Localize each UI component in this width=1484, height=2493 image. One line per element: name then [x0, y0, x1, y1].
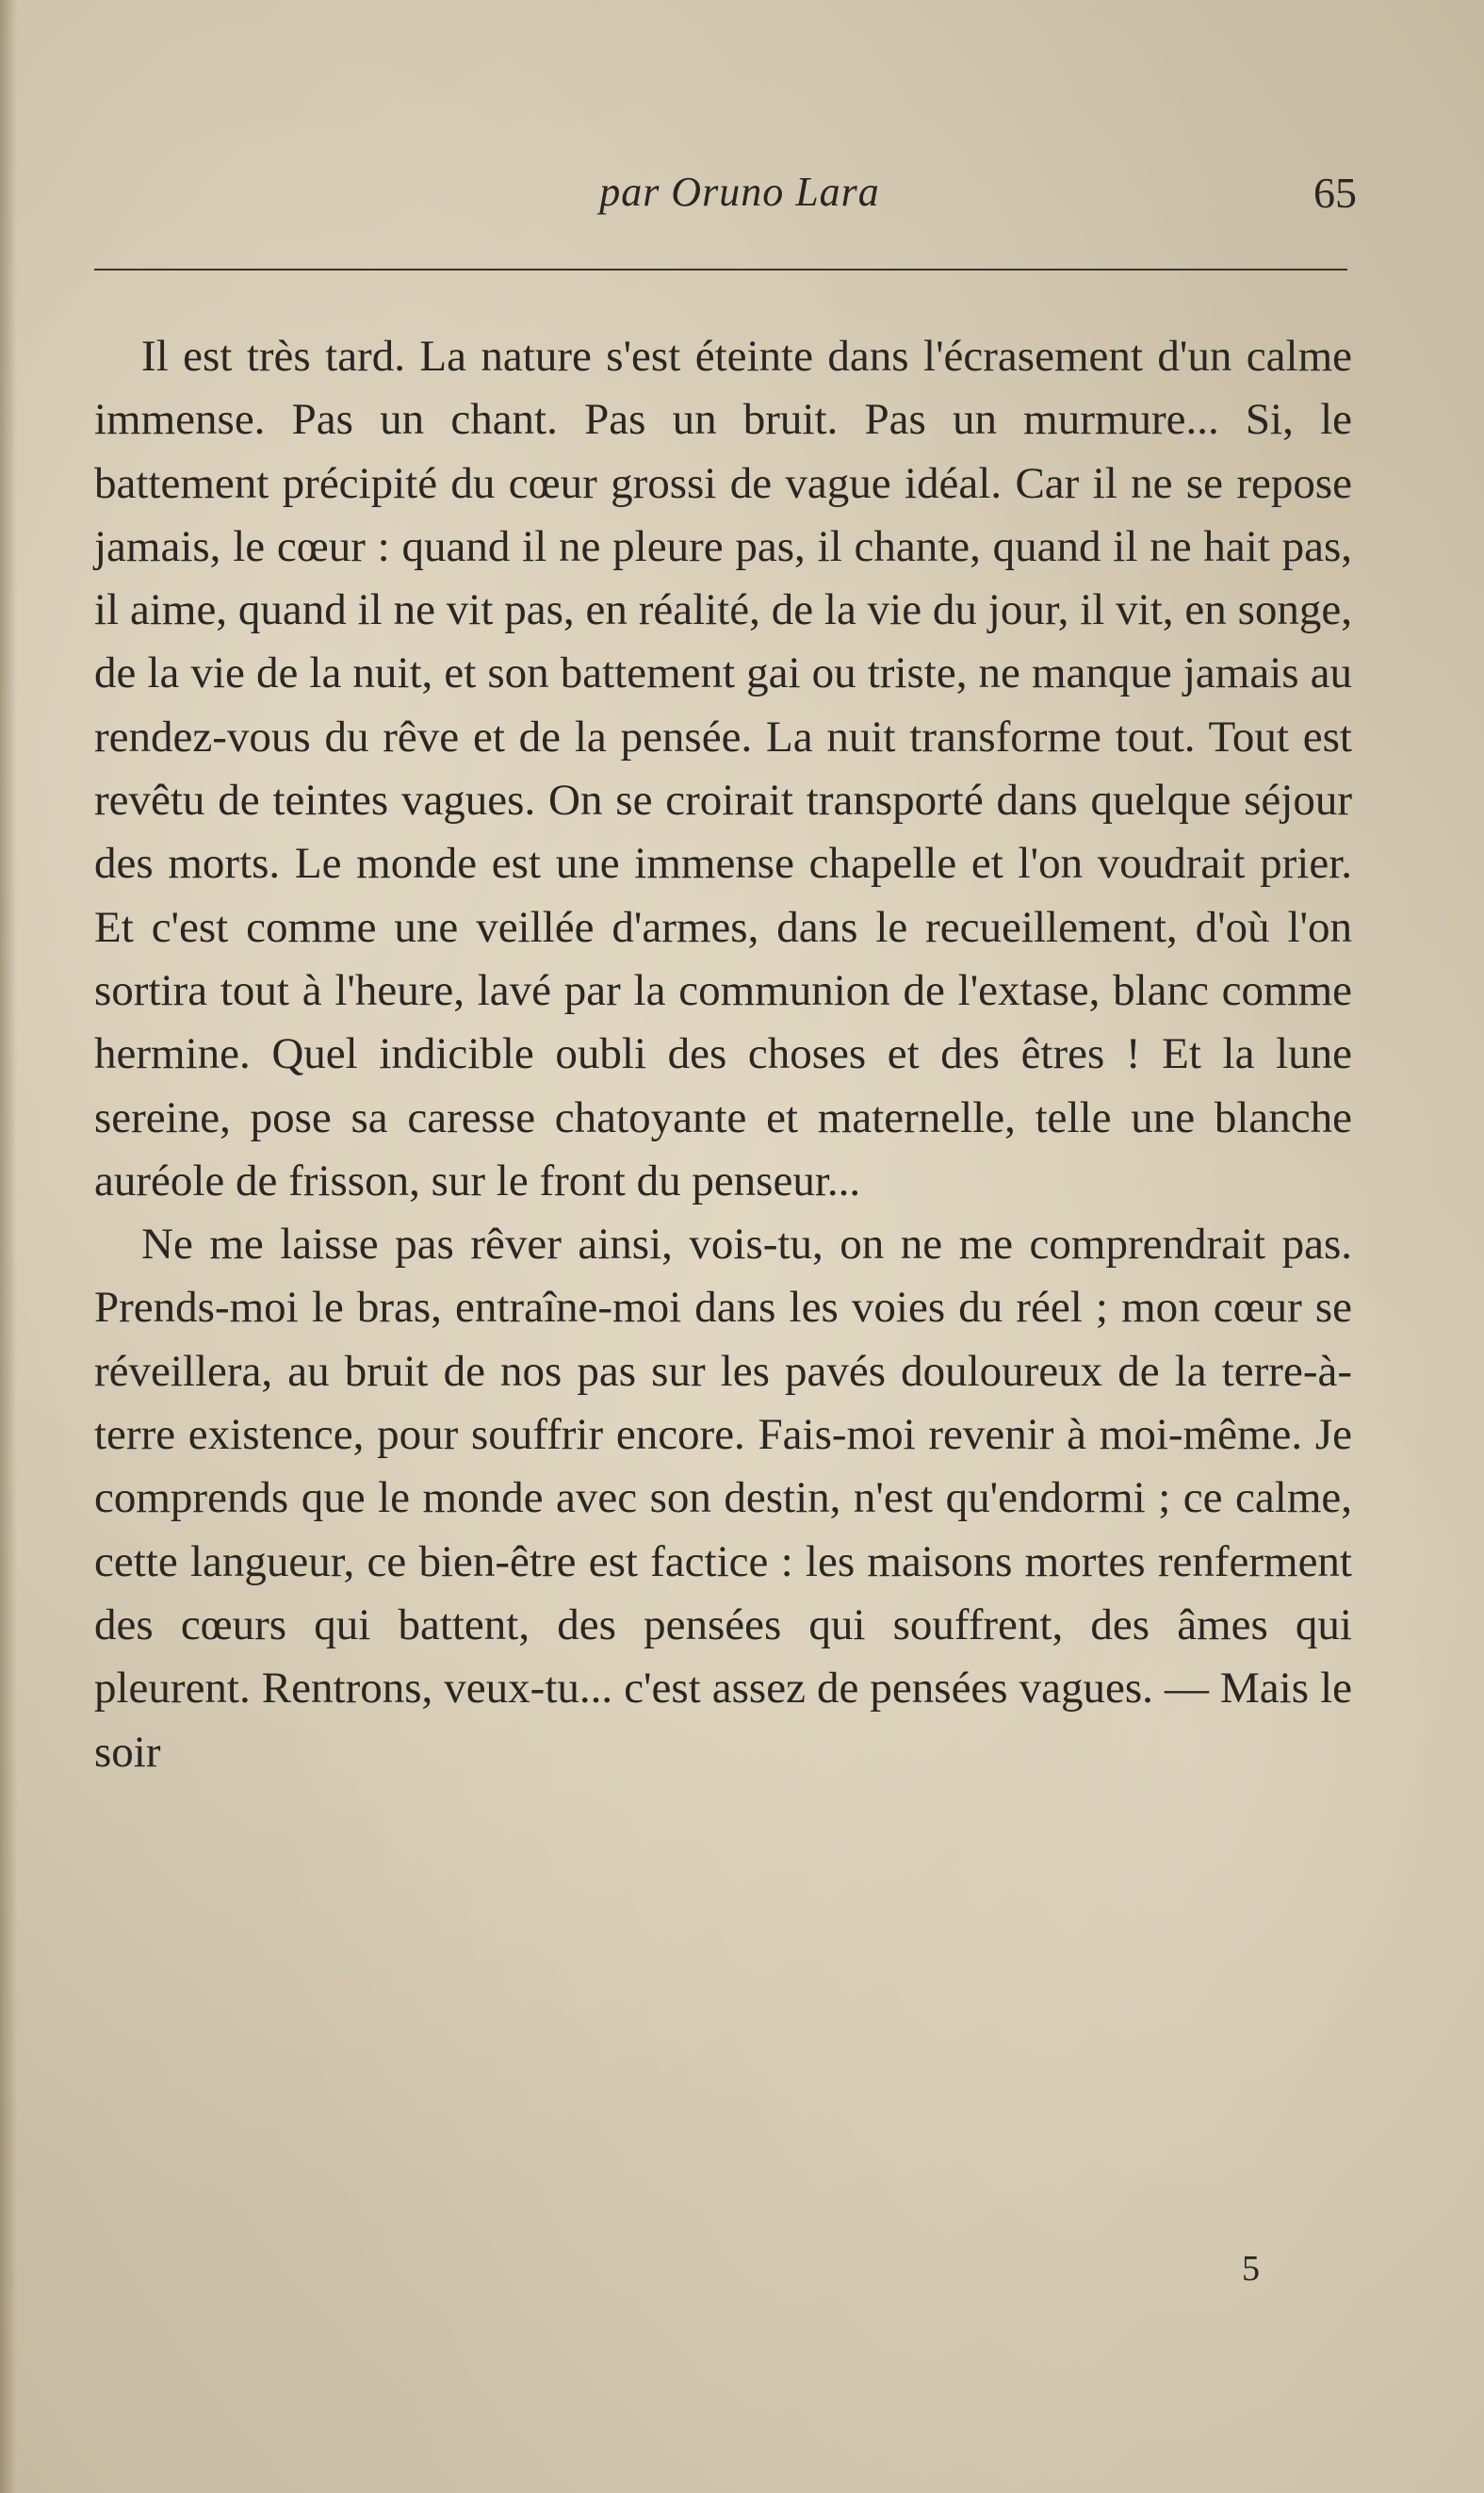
paragraph-2: Ne me laisse pas rêver ainsi, vois-tu, on ne me comprendrait pas. Prends-moi le bras, entraîne-moi dans les voies du réel ; mon cœur se réveillera, au bruit de nos pas sur les pavés douloureux de la terre-à-terre existence, pour souffrir encore. Fais-moi revenir à moi-même. Je comprends que le monde avec son destin, n'est qu'endormi ; ce calme, cette langueur, ce bien-être est factice : les maisons mortes renferment des cœurs qui battent, des pensées qui souffrent, des âmes qui pleurent. Rentrons, veux-tu... c'est assez de pensées vagues. — Mais le soir	[94, 1220, 1352, 1777]
header-rule	[94, 269, 1347, 271]
body-text	[94, 325, 1352, 1784]
signature-mark: 5	[1242, 2249, 1260, 2288]
paragraph-1: Il est très tard. La nature s'est éteinte dans l'écrasement d'un calme immense. Pas un chant. Pas un bruit. Pas un murmure... Si, le battement précipité du cœur grossi de vague idéal. Car il ne se repose jamais, le cœur : quand il ne pleure pas, il chante, quand il ne hait pas, il aime, quand il ne vit pas, en réalité, de la vie du jour, il vit, en songe, de la vie de la nuit, et son battement gai ou triste, ne manque jamais au rendez-vous du rêve et de la pensée. La nuit transforme tout. Tout est revêtu de teintes vagues. On se croirait transporté dans quelque séjour des morts. Le monde est une immense chapelle et l'on voudrait prier. Et c'est comme une veillée d'armes, dans le recueillement, d'où l'on sortira tout à l'heure, lavé par la communion de l'extase, blanc comme hermine. Quel indicible oubli des choses et des êtres ! Et la lune sereine, pose sa caresse chatoyante et maternelle, telle une blanche auréole de frisson, sur le front du penseur...	[94, 332, 1352, 1205]
page-number: 65	[1313, 169, 1357, 217]
running-title: par Oruno Lara	[599, 169, 880, 215]
page-header	[94, 168, 1357, 224]
page-edge-shadow	[0, 0, 17, 2493]
